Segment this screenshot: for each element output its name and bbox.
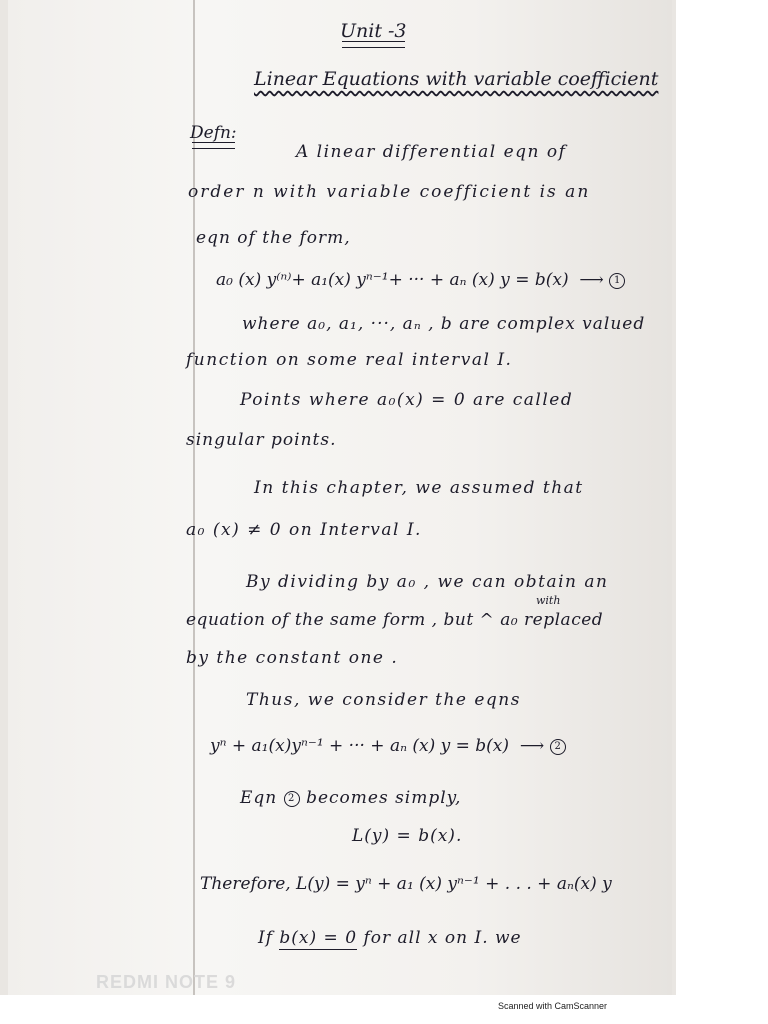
- text-line: where a₀, a₁, ···, aₙ , b are complex valued: [242, 314, 646, 334]
- becomes-simply-text: becomes simply,: [306, 788, 462, 808]
- page-title: Linear Equations with variable coefficient: [254, 68, 659, 90]
- unit-heading: Unit -3: [340, 20, 407, 42]
- text-line: Points where a₀(x) = 0 are called: [240, 390, 574, 410]
- text-line: function on some real interval I.: [186, 350, 513, 370]
- text-line: A linear differential eqn of: [296, 142, 567, 162]
- equation-1: a₀ (x) y⁽ⁿ⁾+ a₁(x) yⁿ⁻¹+ ··· + aₙ (x) y = b(x) ⟶ 1: [216, 270, 625, 290]
- text-line: Therefore, L(y) = yⁿ + a₁ (x) yⁿ⁻¹ + . . . + aₙ(x) y: [200, 874, 612, 894]
- equation-3: L(y) = b(x).: [352, 826, 463, 846]
- equation-2-tag: 2: [550, 739, 566, 755]
- equation-reference-tag: 2: [284, 791, 300, 807]
- text-line: By dividing by a₀ , we can obtain an: [246, 572, 609, 592]
- text-line: by the constant one .: [186, 648, 399, 668]
- text-line-end: for all x on I. we: [363, 928, 522, 948]
- text-line: [258, 928, 522, 948]
- insertion-note: with: [536, 594, 561, 607]
- text-line: Thus, we consider the eqns: [246, 690, 521, 710]
- text-line: a₀ (x) ≠ 0 on Interval I.: [186, 520, 422, 540]
- text-line: equation of the same form , but ^ a₀ replaced: [186, 610, 604, 630]
- text-line: singular points.: [186, 430, 337, 450]
- text-line: eqn of the form,: [196, 228, 351, 248]
- homogeneous-condition: b(x) = 0: [279, 928, 358, 948]
- eqn-word: Eqn: [240, 788, 278, 808]
- equation-2-text: yⁿ + a₁(x)yⁿ⁻¹ + ··· + aₙ (x) y = b(x): [210, 736, 510, 756]
- camera-watermark: REDMI NOTE 9: [96, 972, 237, 992]
- margin-line: [193, 0, 195, 995]
- text-line: [240, 788, 461, 808]
- equation-1-text: a₀ (x) y⁽ⁿ⁾+ a₁(x) yⁿ⁻¹+ ··· + aₙ (x) y = b(x): [216, 270, 569, 290]
- equation-2: yⁿ + a₁(x)yⁿ⁻¹ + ··· + aₙ (x) y = b(x) ⟶ 2: [210, 736, 566, 756]
- equation-1-tag: 1: [609, 273, 625, 289]
- text-line: order n with variable coefficient is an: [188, 182, 591, 202]
- text-line: In this chapter, we assumed that: [254, 478, 584, 498]
- if-word: If: [258, 928, 274, 948]
- scanner-credit: Scanned with CamScanner: [498, 1001, 608, 1011]
- definition-label: Defn:: [190, 123, 237, 143]
